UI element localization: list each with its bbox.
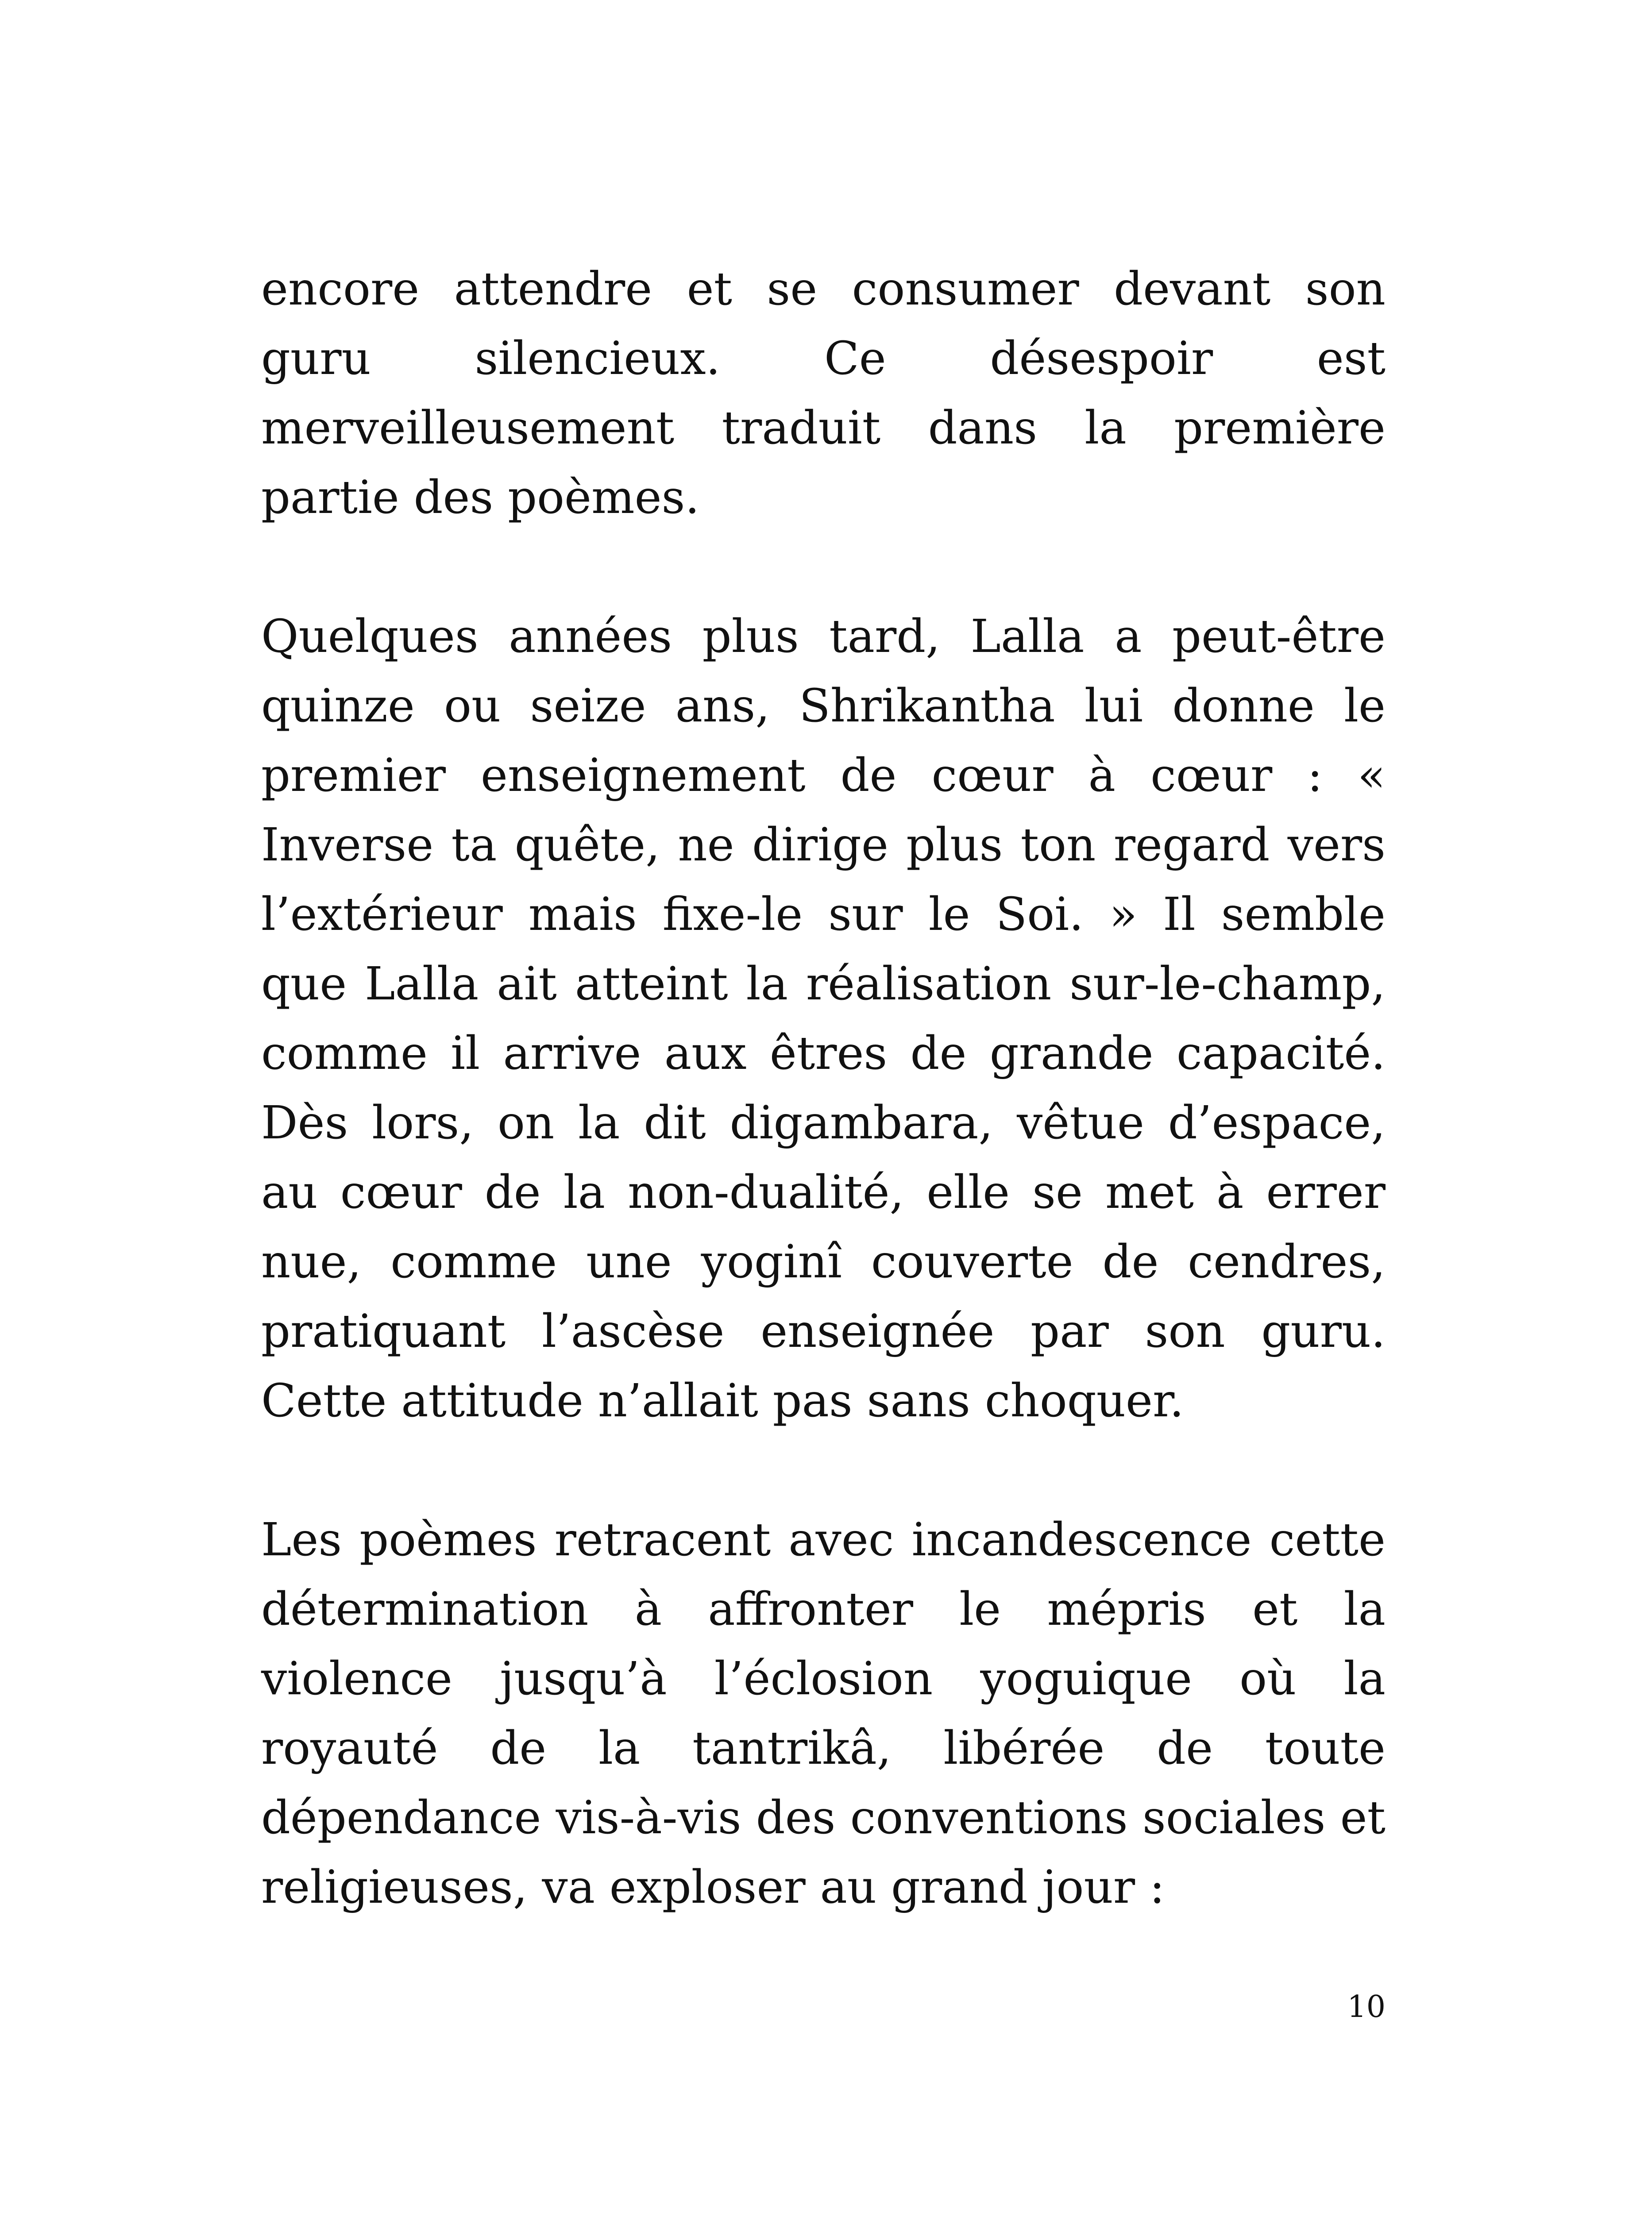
page-number: 10 (1347, 1989, 1386, 2024)
body-text (261, 254, 1386, 1992)
paragraph-3: Les poèmes retracent avec incandescence cette détermination à affronter le mépris et la violence jusqu’à l’éclosion yoguique où la royauté de la tantrikâ, libérée de toute dépendance vis-à-vis des conventions sociales et religieuses, va exploser au grand jour : (261, 1513, 1386, 1914)
paragraph-1: encore attendre et se consumer devant son guru silencieux. Ce désespoir est merveilleusement traduit dans la première partie des poèmes. (261, 262, 1386, 524)
paragraph-2: Quelques années plus tard, Lalla a peut-être quinze ou seize ans, Shrikantha lui donne le premier enseignement de cœur à cœur : « Inverse ta quête, ne dirige plus ton regard vers l’extérieur mais fixe-le sur le Soi. » Il semble que Lalla ait atteint la réalisation sur-le-champ, comme il arrive aux êtres de grande capacité. Dès lors, on la dit digambara, vêtue d’espace, au cœur de la non-dualité, elle se met à errer nue, comme une yoginî couverte de cendres, pratiquant l’ascèse enseignée par son guru. Cette attitude n’allait pas sans choquer. (261, 610, 1386, 1427)
